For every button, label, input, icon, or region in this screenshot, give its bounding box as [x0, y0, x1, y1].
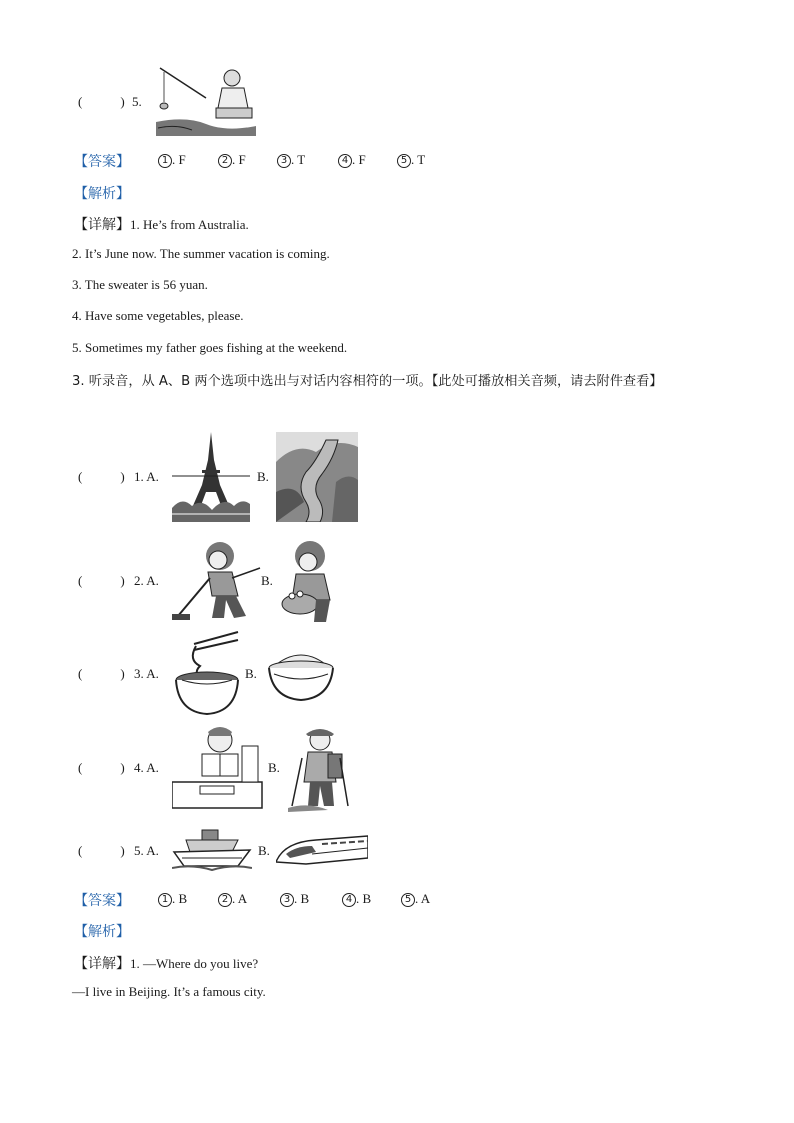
answer1-item-5: 5 . T	[397, 152, 425, 168]
answer-label-1: 【答案】	[74, 154, 130, 170]
question-4-b: B.	[268, 760, 280, 775]
answer-label-2: 【答案】	[74, 893, 130, 909]
section3-title: 3. 听录音，从 A、B 两个选项中选出与对话内容相符的一项。【此处可播放相关音频，请去附件查看】	[72, 374, 663, 389]
question-3-b: B.	[245, 666, 257, 681]
analysis1-line-5: 5. Sometimes my father goes fishing at the weekend.	[72, 340, 348, 355]
answer1-item-4: 4 . F	[338, 152, 366, 168]
answer2-item-3: 3 . B	[280, 891, 309, 907]
question-5-b: B.	[258, 843, 270, 858]
answer2-item-2: 2 . A	[218, 891, 247, 907]
analysis-label-2: 【解析】	[74, 924, 130, 940]
analysis1-line-3: 3. The sweater is 56 yuan.	[72, 277, 208, 292]
question-1-b: B.	[257, 469, 269, 484]
answer2-item-1: 1 . B	[158, 891, 187, 907]
ship-image	[172, 826, 252, 872]
analysis1-line-2: 2. It’s June now. The summer vacation is coming.	[72, 246, 330, 261]
fishing-boy-image	[156, 66, 256, 136]
analysis2-line-2: —I live in Beijing. It’s a famous city.	[72, 984, 266, 999]
analysis1-line-1: 【详解】1. He’s from Australia.	[74, 217, 249, 233]
noodles-image	[174, 630, 240, 716]
great-wall-image	[276, 432, 358, 522]
rice-bowl-image	[266, 646, 336, 702]
answer2-item-4: 4 . B	[342, 891, 371, 907]
answer1-item-2: 2 . F	[218, 152, 246, 168]
analysis-label-1: 【解析】	[74, 186, 130, 202]
hiker-image	[288, 726, 352, 812]
question-5: ( ) 5. A.	[78, 843, 159, 858]
analysis1-line-4: 4. Have some vegetables, please.	[72, 308, 244, 323]
answer1-item-3: 3 . T	[277, 152, 305, 168]
question-4: ( ) 4. A.	[78, 760, 159, 775]
question-2: ( ) 2. A.	[78, 573, 159, 588]
analysis2-line-1: 【详解】1. —Where do you live?	[74, 956, 259, 972]
train-image	[276, 832, 368, 868]
eiffel-tower-image	[172, 430, 250, 522]
boy-reading-image	[172, 724, 264, 812]
boy-washing-image	[276, 538, 340, 624]
answer1-item-1: 1 . F	[158, 152, 186, 168]
answer-paren-5: ( ) 5.	[78, 94, 142, 109]
question-3: ( ) 3. A.	[78, 666, 159, 681]
question-2-b: B.	[261, 573, 273, 588]
answer2-item-5: 5 . A	[401, 891, 430, 907]
question-1: ( ) 1. A.	[78, 469, 159, 484]
boy-sweeping-image	[172, 538, 262, 624]
